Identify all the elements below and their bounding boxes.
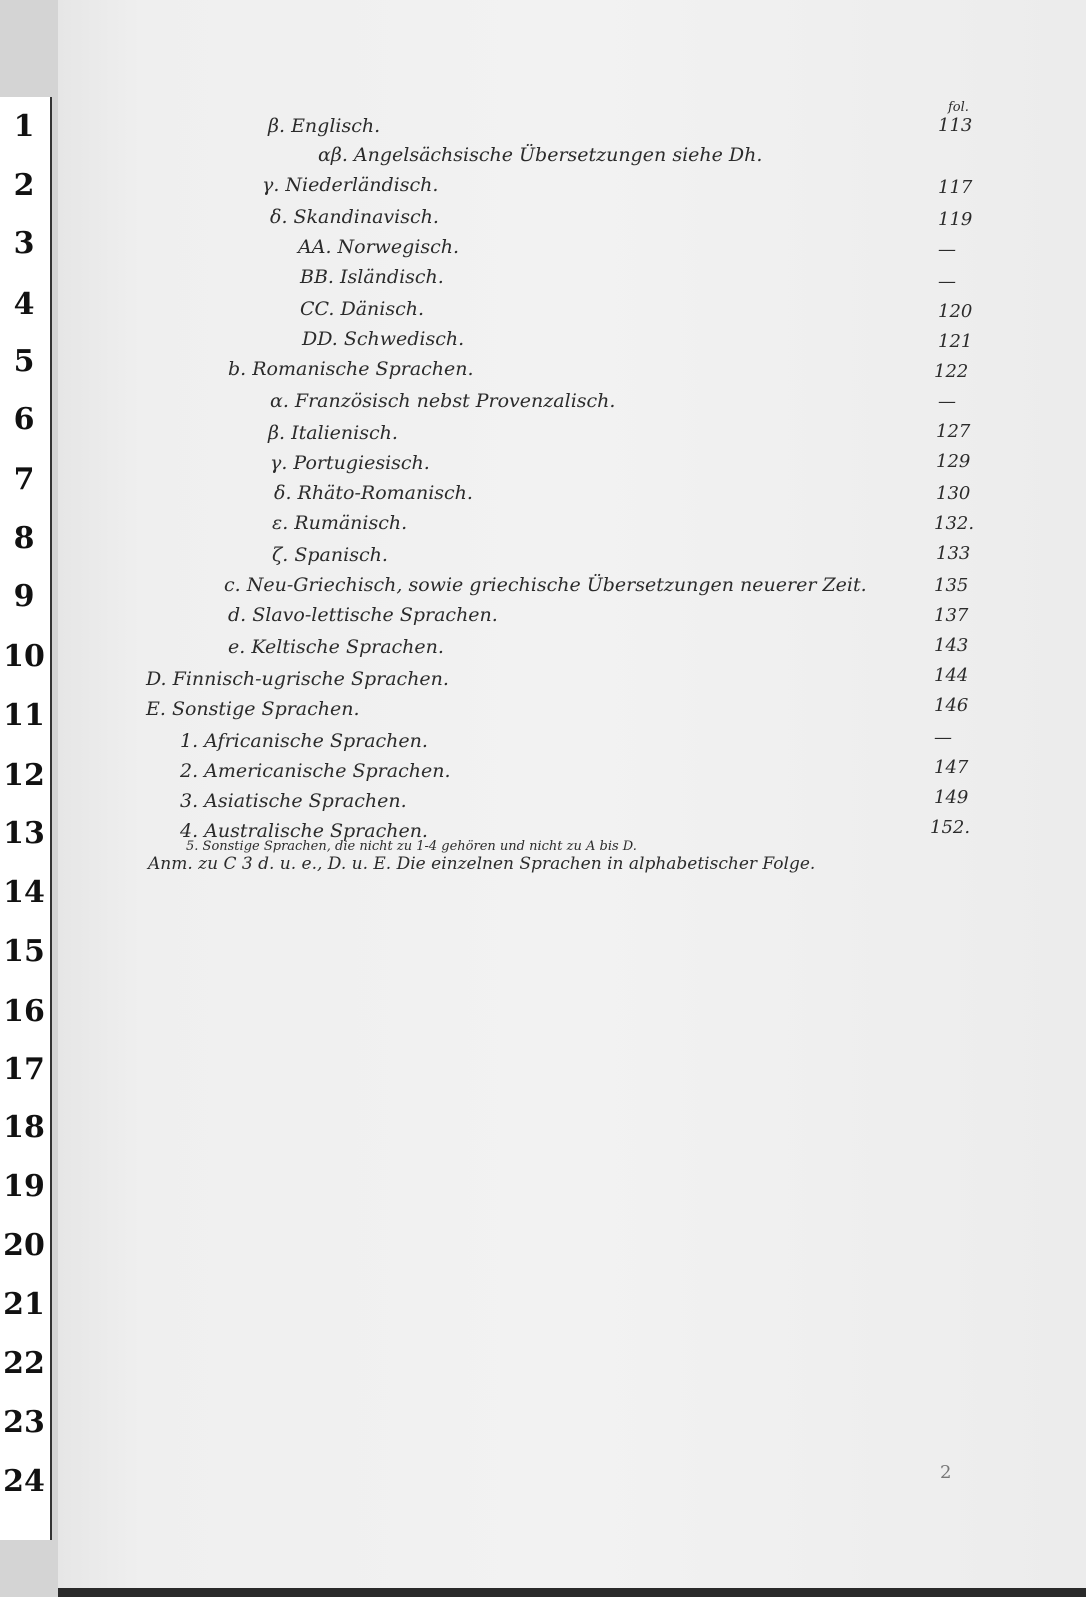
toc-page-ref: 135: [934, 575, 969, 596]
toc-page-ref: 132.: [934, 513, 975, 534]
annotation-note: Anm. zu C 3 d. u. e., D. u. E. Die einzelnen Sprachen in alphabetischer Folge.: [148, 854, 816, 874]
toc-page-ref: 144: [934, 665, 969, 686]
toc-entry: ζ. Spanisch.: [272, 544, 388, 566]
toc-page-ref: 143: [934, 635, 969, 656]
line-number-ruler: [0, 97, 52, 1540]
toc-entry: β. Italienisch.: [268, 422, 398, 444]
ruler-number: 20: [3, 1228, 45, 1263]
ruler-number: 22: [3, 1346, 45, 1381]
ruler-number: 11: [3, 698, 45, 733]
ruler-number: 1: [13, 109, 35, 144]
ruler-number: 7: [13, 462, 35, 497]
ruler-number: 14: [3, 875, 45, 910]
ruler-number: 3: [13, 226, 35, 261]
ruler-number: 13: [3, 816, 45, 851]
toc-page-ref: —: [938, 391, 956, 412]
ruler-number: 2: [13, 168, 35, 203]
ruler-number: 18: [3, 1110, 45, 1145]
ruler-number: 23: [3, 1405, 45, 1440]
toc-page-ref: 127: [936, 421, 971, 442]
toc-page-ref: 133: [936, 543, 971, 564]
toc-page-ref: 152.: [930, 817, 971, 838]
toc-entry: E. Sonstige Sprachen.: [146, 698, 360, 720]
toc-entry: BB. Isländisch.: [300, 266, 444, 288]
ruler-number: 12: [3, 758, 45, 793]
toc-page-ref: 129: [936, 451, 971, 472]
toc-page-ref: —: [938, 271, 956, 292]
toc-entry: AA. Norwegisch.: [298, 236, 460, 258]
ruler-number: 21: [3, 1287, 45, 1322]
ruler-number: 4: [13, 287, 35, 322]
toc-page-ref: 137: [934, 605, 969, 626]
ruler-number: 24: [3, 1464, 45, 1499]
toc-entry: e. Keltische Sprachen.: [228, 636, 444, 658]
toc-entry: 5. Sonstige Sprachen, die nicht zu 1-4 gehören und nicht zu A bis D.: [186, 839, 637, 854]
folio-header: fol.: [948, 100, 969, 115]
toc-entry: αβ. Angelsächsische Übersetzungen siehe Dh.: [318, 144, 763, 166]
page-bottom-edge: [58, 1588, 1086, 1597]
ruler-number: 17: [3, 1052, 45, 1087]
sheet-number: 2: [940, 1462, 952, 1483]
toc-entry: β. Englisch.: [268, 115, 381, 137]
toc-page-ref: 121: [938, 331, 973, 352]
toc-page-ref: 119: [938, 209, 973, 230]
ruler-number: 19: [3, 1169, 45, 1204]
toc-entry: δ. Rhäto-Romanisch.: [274, 482, 473, 504]
toc-entry: α. Französisch nebst Provenzalisch.: [270, 390, 616, 412]
toc-entry: ε. Rumänisch.: [272, 512, 408, 534]
ruler-number: 16: [3, 994, 45, 1029]
ruler-number: 5: [13, 344, 35, 379]
toc-entry: γ. Niederländisch.: [262, 174, 439, 196]
toc-page-ref: 113: [938, 115, 973, 136]
ruler-number: 15: [3, 934, 45, 969]
toc-page-ref: 149: [934, 787, 969, 808]
toc-entry: DD. Schwedisch.: [302, 328, 465, 350]
ruler-number: 9: [13, 579, 35, 614]
toc-entry: δ. Skandinavisch.: [270, 206, 439, 228]
toc-page-ref: 130: [936, 483, 971, 504]
toc-entry: 4. Australische Sprachen.: [180, 820, 428, 842]
toc-entry: c. Neu-Griechisch, sowie griechische Übersetzungen neuerer Zeit.: [224, 574, 867, 596]
toc-page-ref: 120: [938, 301, 973, 322]
toc-page-ref: —: [938, 239, 956, 260]
toc-entry: 2. Americanische Sprachen.: [180, 760, 451, 782]
toc-entry: CC. Dänisch.: [300, 298, 425, 320]
toc-entry: 1. Africanische Sprachen.: [180, 730, 428, 752]
toc-entry: b. Romanische Sprachen.: [228, 358, 474, 380]
toc-page-ref: —: [934, 727, 952, 748]
toc-entry: γ. Portugiesisch.: [270, 452, 430, 474]
toc-entry: d. Slavo-lettische Sprachen.: [228, 604, 498, 626]
toc-entry: 3. Asiatische Sprachen.: [180, 790, 407, 812]
toc-page-ref: 122: [934, 361, 969, 382]
ruler-number: 10: [3, 639, 45, 674]
toc-page-ref: 147: [934, 757, 969, 778]
toc-page-ref: 146: [934, 695, 969, 716]
toc-page-ref: 117: [938, 177, 973, 198]
ruler-number: 8: [13, 521, 35, 556]
ruler-number: 6: [13, 402, 35, 437]
toc-entry: D. Finnisch-ugrische Sprachen.: [146, 668, 449, 690]
